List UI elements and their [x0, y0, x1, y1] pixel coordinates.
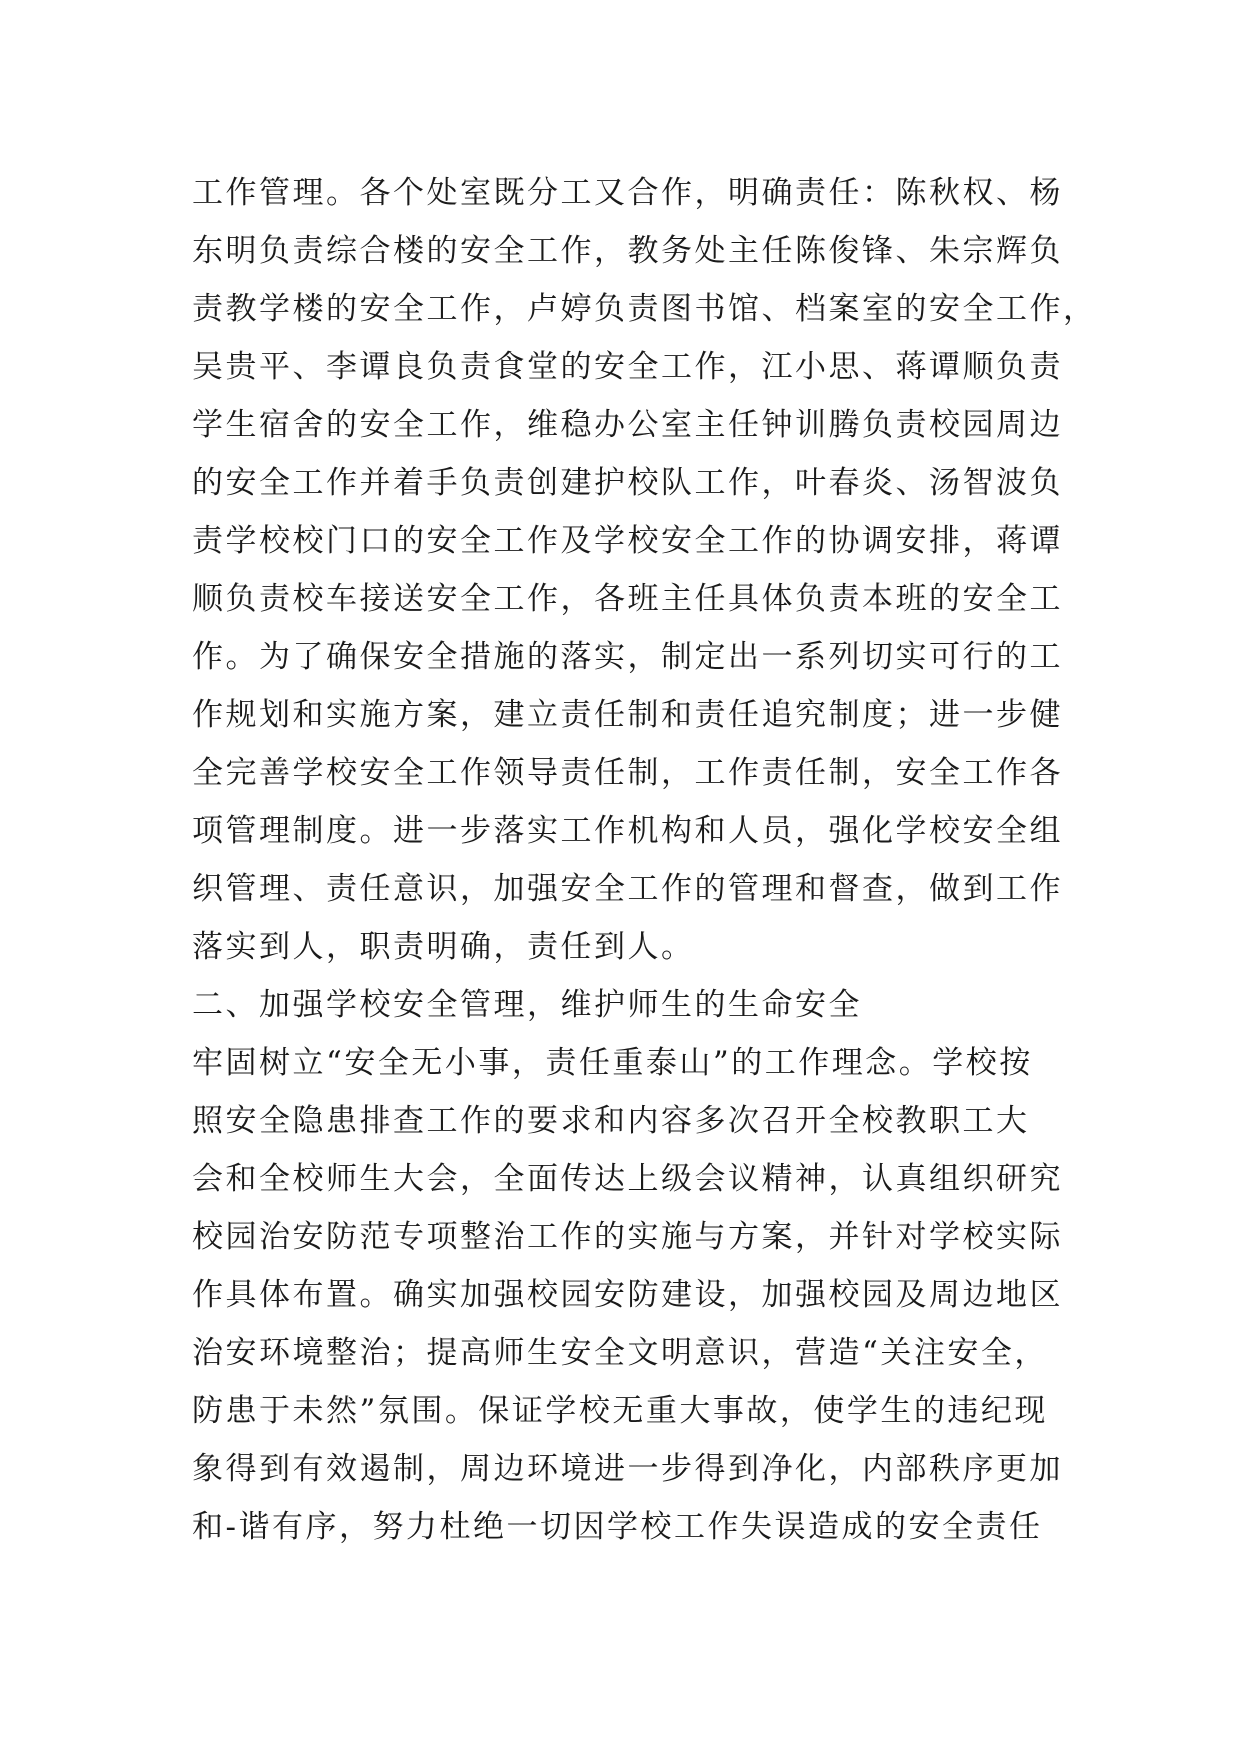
- text-line: 作具体布置。确实加强校园安防建设，加强校园及周边地区: [192, 1277, 1063, 1313]
- text-line: 责教学楼的安全工作，卢婷负责图书馆、档案室的安全工作，: [192, 291, 1097, 327]
- text-line: 照安全隐患排查工作的要求和内容多次召开全校教职工大: [192, 1103, 1030, 1139]
- body-text: [192, 164, 1097, 1556]
- text-line: 项管理制度。进一步落实工作机构和人员，强化学校安全组: [192, 813, 1063, 849]
- text-line: 的安全工作并着手负责创建护校队工作，叶春炎、汤智波负: [192, 465, 1063, 501]
- text-line: 作。为了确保安全措施的落实，制定出一系列切实可行的工: [192, 639, 1063, 675]
- text-line: 责学校校门口的安全工作及学校安全工作的协调安排，蒋谭: [192, 523, 1063, 559]
- text-line: 象得到有效遏制，周边环境进一步得到净化，内部秩序更加: [192, 1451, 1063, 1487]
- text-line: 东明负责综合楼的安全工作，教务处主任陈俊锋、朱宗辉负: [192, 233, 1063, 269]
- text-line: 校园治安防范专项整治工作的实施与方案，并针对学校实际: [192, 1219, 1063, 1255]
- text-line: 吴贵平、李谭良负责食堂的安全工作，江小思、蒋谭顺负责: [192, 349, 1063, 385]
- text-line: 全完善学校安全工作领导责任制，工作责任制，安全工作各: [192, 755, 1063, 791]
- text-line: 顺负责校车接送安全工作，各班主任具体负责本班的安全工: [192, 581, 1063, 617]
- text-line: 织管理、责任意识，加强安全工作的管理和督查，做到工作: [192, 871, 1063, 907]
- text-line: 学生宿舍的安全工作，维稳办公室主任钟训腾负责校园周边: [192, 407, 1063, 443]
- section-heading: 二、加强学校安全管理，维护师生的生命安全: [192, 987, 862, 1023]
- text-line: 会和全校师生大会，全面传达上级会议精神，认真组织研究: [192, 1161, 1063, 1197]
- text-line: 牢固树立“安全无小事，责任重泰山”的工作理念。学校按: [192, 1045, 1033, 1081]
- text-line: 治安环境整治；提高师生安全文明意识，营造“关注安全，: [192, 1335, 1048, 1371]
- text-line: 工作管理。各个处室既分工又合作，明确责任：陈秋权、杨: [192, 175, 1063, 211]
- text-line: 作规划和实施方案，建立责任制和责任追究制度；进一步健: [192, 697, 1063, 733]
- text-line: 防患于未然”氛围。保证学校无重大事故，使学生的违纪现: [192, 1393, 1048, 1429]
- text-line: 落实到人，职责明确，责任到人。: [192, 929, 695, 965]
- text-line: 和-谐有序，努力杜绝一切因学校工作失误造成的安全责任: [192, 1509, 1043, 1545]
